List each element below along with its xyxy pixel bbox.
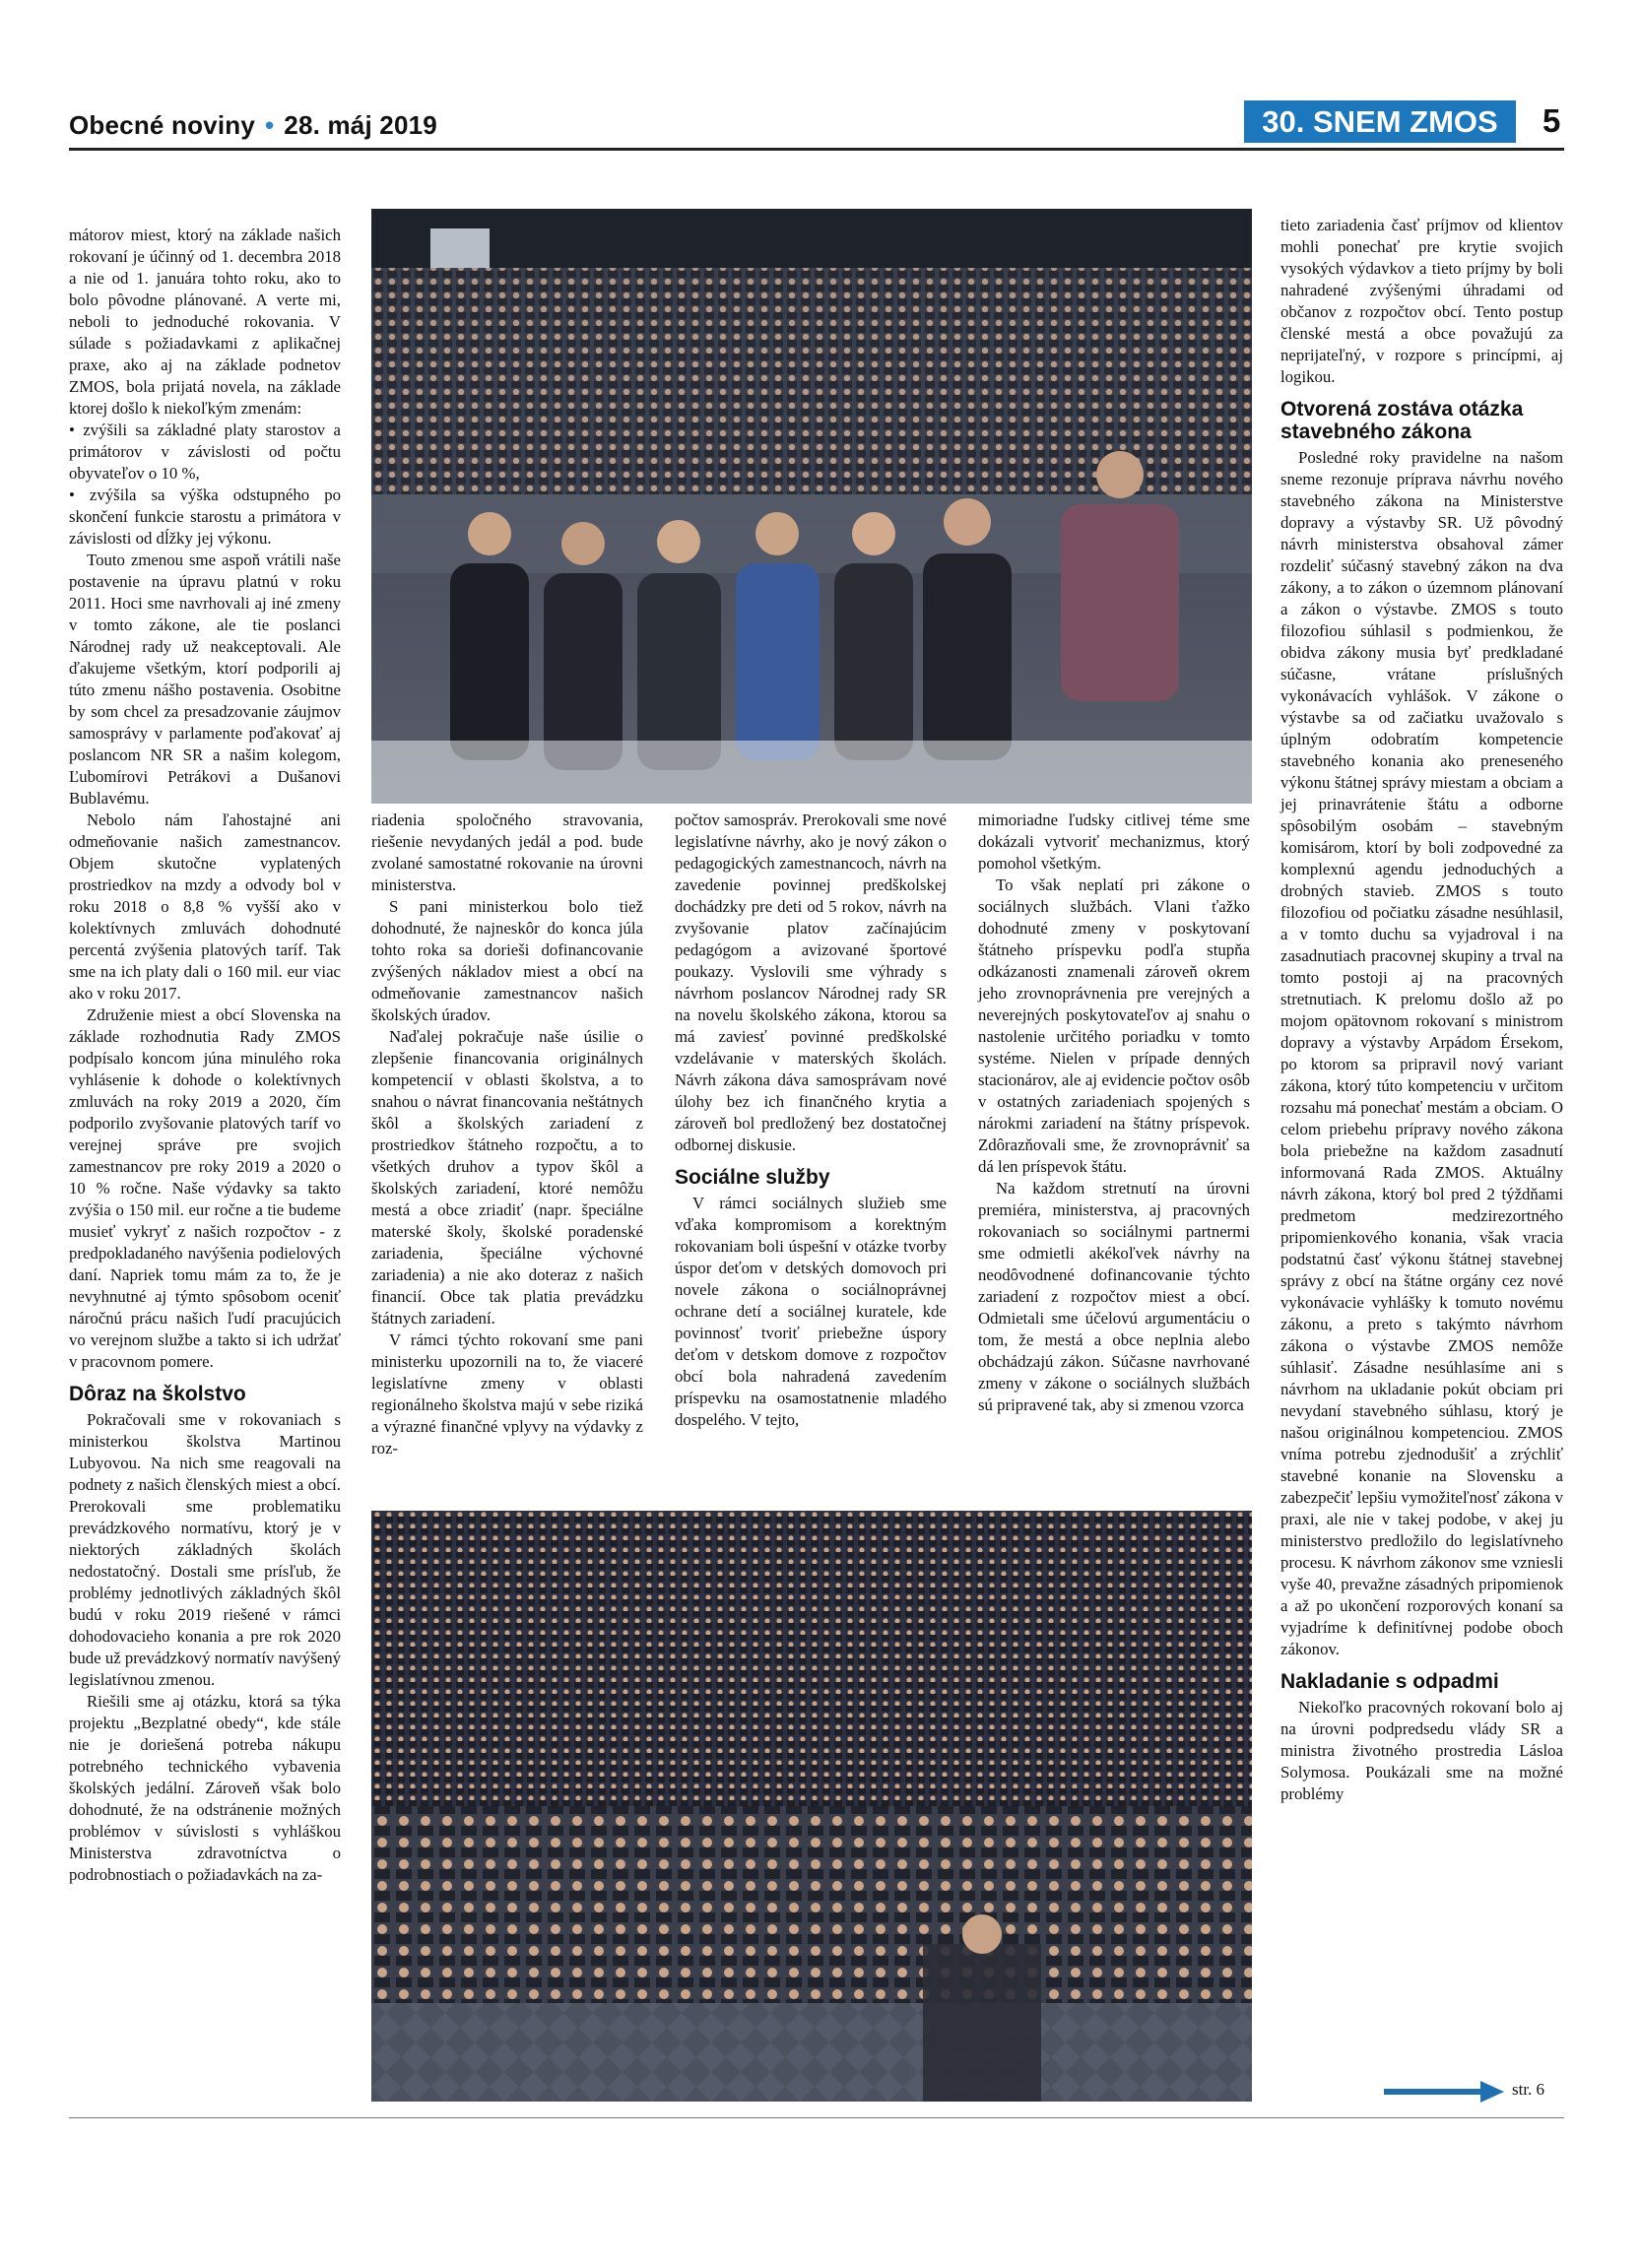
paragraph: Pokračovali sme v rokovaniach s ministerkou školstva Martinou Lubyovou. Na nich sme reagovali na podnety z našich členských miest a obcí. Prerokovali sme problematiku prevádzkového normatívu, ktorý je v niektorých základných školách nedostatočný. Dostali sme prísľub, že problémy jednotlivých základných škôl budú v roku 2019 riešené v rámci dohodovacieho konania a pre rok 2020 bude už prevádzkový normatív navýšený legislatívnou zmenou. [69,1410,341,1689]
header-rule [69,148,1564,151]
footer-rule [69,2117,1564,2118]
paragraph: Riešili sme aj otázku, ktorá sa týka projektu „Bezplatné obedy“, kde stále nie je doriešená potreba nákupu potrebného technického vybavenia školských jedální. Zároveň však bolo dohodnuté, že na odstránenie možných problémov v súvislosti s vyhláškou Ministerstva zdravotníctva o podrobnostiach o požiadavkách na za- [69,1692,341,1884]
continued-page-label: str. 6 [1512,2080,1545,2099]
subheading-building-law: Otvorená zostáva otázka stavebného zákona [1280,398,1524,443]
continued-link[interactable] [1384,2080,1545,2108]
column-4 [978,810,1250,1416]
masthead [69,110,437,141]
paragraph: Na každom stretnutí na úrovni premiéra, ministerstva, aj pracovných rokovaniach so sociálnymi partnermi sme odmietli akékoľvek návrhy na neodôvodnené dofinancovanie týchto zariadení z rozpočtov miest a obcí. Odmietali sme účelovú argumentáciu o tom, že mestá a obce neplnia alebo obchádzajú zákon. Súčasne navrhované zmeny v zákone o sociálnych službách sú pripravené tak, aby si zmenou vzorca [978,1179,1250,1414]
subheading-waste: Nakladanie s odpadmi [1280,1670,1499,1693]
column-5 [1280,215,1563,1805]
paragraph: Touto zmenou sme aspoň vrátili naše postavenie na úpravu platnú v roku 2011. Hoci sme navrhovali aj iné zmeny v tomto zákone, ale tie poslanci Národnej rady už neakceptovali. Ale ďakujeme všetkým, ktorí podporili aj túto zmenu nášho postavenia. Osobitne by som chcel za presadzovanie záujmov samosprávy v parlamente poďakovať aj poslancom NR SR a našim kolegom, Ľubomírovi Petrákovi a Dušanovi Bublavému. [69,551,341,808]
publication-name: Obecné noviny [69,110,255,140]
paragraph: Naďalej pokračuje naše úsilie o zlepšenie financovania originálnych kompetencií v oblasti školstva, a to snahou o návrat financovania neštátnych škôl a školských zariadení z prostriedkov štátneho rozpočtu, a to všetkých druhov a typov škôl a školských zariadení, ktoré nemôžu mestá a obce zriadiť (napr. špeciálne materské školy, školské poradenské zariadenia, špeciálne výchovné zariadenia) a nie ako doteraz z našich financií. Obce tak platia prevádzku štátnych zariadení. [371,1027,643,1328]
paragraph: V rámci týchto rokovaní sme pani ministerku upozornili na to, že viaceré legislatívne zmeny v oblasti regionálneho školstva majú v sebe riziká a výrazné finančné vplyvy na výdavky z roz- [371,1330,643,1458]
separator-dot: • [264,110,275,140]
paragraph: V rámci sociálnych služieb sme vďaka kompromisom a korektným rokovaniam boli úspešní v otázke tvorby úspor deťom v detských domovoch pri novele zákona o sociálnoprávnej ochrane detí a sociálnej kuratele, kde povinnosť tvoriť priebežne úspory deťom v detskom domove z rozpočtov obcí bola nahradená zavedením príspevku na osamostatnenie mladého dospelého. V tejto, [675,1194,947,1429]
bullet-item: • zvýšili sa základné platy starostov a primátorov v závislosti od počtu obyvateľov o 10 %, [69,421,341,483]
photo-congress-hall [371,1511,1252,2102]
paragraph: mátorov miest, ktorý na základe našich rokovaní je účinný od 1. decembra 2018 a nie od 1. januára tohto roku, ako to bolo pôvodne plánované. A verte mi, neboli to jednoduché rokovania. V súlade s požiadavkami z aplikačnej praxe, ako aj na základe podnetov ZMOS, bola prijatá novela, na základe ktorej došlo k niekoľkým zmenám: [69,226,341,418]
arrow-right-icon [1384,2080,1504,2104]
photo-audience-front-row [371,209,1252,804]
photo-image [371,1511,1252,2102]
paragraph: Posledné roky pravidelne na našom sneme rezonuje príprava návrhu nového stavebného zákona na Ministerstve dopravy a výstavby SR. Už pôvodný návrh ministerstva obsahoval zámer rozdeliť súčasný stavebný zákon na dva zákony, a to zákon o územnom plánovaní a zákon o výstavbe. ZMOS s touto filozofiou súhlasil s podmienkou, že obidva zákony musia byť predkladané súčasne, vrátane príslušných vykonávacích vyhlášok. V zákone o výstavbe sa od začiatku uvažovalo s úplným odobratím kompetencie stavebného konania ako preneseného výkonu štátnej správy miestam a obciam a jej prinavrátenie štátu a odborne spôsobilým osobám – stavebným komisárom, ktorí by boli zodpovedné za komplexnú agendu jednoduchých a drobných stavieb. ZMOS s touto filozofiou od počiatku zásadne nesúhlasil, a v tomto duchu sa vyjadroval i na zasadnutiach pracovnej skupiny a trval na tomto postoji aj na pracovných stretnutiach. K prelomu došlo až po mojom opätovnom rokovaní s ministrom dopravy a výstavby Arpádom Érsekom, po ktorom sa pripravil nový variant zákona, ktorý túto kompetenciu v určitom rozsahu má ponechať mestám a obciam. O celom priebehu prípravy nového zákona bola priebežne na každom zasadnutí informovaná Rada ZMOS. Aktuálny návrh zákona, ktorý bol pred 2 týždňami predmetom medzirezortného pripomienkového konania, však vracia podstatnú časť výkonu štátnej stavebnej správy z obcí na štátne orgány cez nové vykonávacie vyhlášky k tomuto novému zákonu, a preto s takýmto návrhom zákona o výstavbe ZMOS nemôže súhlasiť. Zásadne nesúhlasíme ani s návrhom na ukladanie pokút obciam pri nevydaní stavebného súhlasu, ktorý je našou originálnou kompetenciou. ZMOS vníma potrebu zjednodušiť a zrýchliť stavebné konanie na Slovensku a zabezpečiť lepšiu vymožiteľnosť zákona v praxi, ale nie v takej podobe, v akej ju ministerstvo predložilo do legislatívneho procesu. K návrhom zákonov sme vzniesli vyše 40, prevažne zásadných pripomienok a až po ukončení rozporových konaní sa vyjadríme k definitívnej podobe oboch zákonov. [1280,448,1563,1658]
paragraph: Nebolo nám ľahostajné ani odmeňovanie našich zamestnancov. Objem skutočne vyplatených prostriedkov na mzdy a odvody bol v roku 2018 o 8,8 % vyšší ako v kolektívnych zmluvách dohodnuté percentá zvýšenia platových taríf. Tak sme na ich platy dali o 160 mil. eur viac ako v roku 2017. [69,810,341,1003]
paragraph: Niekoľko pracovných rokovaní bolo aj na úrovni podpredsedu vlády SR a ministra životného prostredia Lásloa Solymosa. Poukázali sme na možné problémy [1280,1698,1563,1803]
column-2 [371,810,643,1459]
paragraph: tieto zariadenia časť príjmov od klientov mohli ponechať pre krytie svojich vysokých výdavkov a tieto príjmy by boli nahradené zvýšenými úhradami od občanov z rozpočtov obcí. Tento postup členské mestá a obce považujú za neprijateľný, v rozpore s princípmi, aj logikou. [1280,216,1563,386]
column-1 [69,225,341,1886]
paragraph: počtov samospráv. Prerokovali sme nové legislatívne návrhy, ako je nový zákon o pedagogických zamestnancoch, návrh na zavedenie povinnej predškolskej dochádzky pre deti od 5 rokov, návrh na zvyšovanie platov začínajúcim pedagógom a avizované športové poukazy. Vyslovili sme výhrady s návrhom poslancov Národnej rady SR na novelu školského zákona, ktorou sa má zaviesť povinné predškolské vzdelávanie v materských školách. Návrh zákona dáva samosprávam nové úlohy bez ich finančného krytia a zároveň bol predložený bez dostatočnej odbornej diskusie. [675,810,947,1154]
photo-image [371,209,1252,804]
paragraph: To však neplatí pri zákone o sociálnych službách. Vlani ťažko dohodnuté zmeny v poskytovaní štátneho príspevku podľa stupňa odkázanosti znamenali zároveň okrem jeho zrovnoprávnenia pre verejných a neverejných poskytovateľov aj snahu o nastolenie určitého poriadku v tomto systéme. Nielen v prípade denných stacionárov, ale aj evidencie počtov osôb v ostatných zariadeniach spojených s nárokmi zariadení na štátny príspevok. Zdôrazňovali sme, že zrovnoprávniť sa dá len príspevok štátu. [978,875,1250,1176]
column-3 [675,810,947,1431]
bullet-item: • zvýšila sa výška odstupného po skončení funkcie starostu a primátora v závislosti od dĺžky jej výkonu. [69,486,341,548]
subheading-social: Sociálne služby [675,1166,830,1189]
issue-date: 28. máj 2019 [284,110,437,140]
subheading-school: Dôraz na školstvo [69,1383,246,1405]
paragraph: Združenie miest a obcí Slovenska na základe rozhodnutia Rady ZMOS podpísalo koncom júna minulého roka vyhlásenie k dohode o kolektívnych zmluvách na roky 2019 a 2020, čím podporilo zvyšovanie platových taríf vo verejnej správe pre svojich zamestnancov pre roky 2019 a 2020 o 10 % ročne. Naše výdavky sa takto zvýšia o 150 mil. eur ročne a tie budeme musieť vykryť z našich rozpočtov - z predpokladaného navýšenia podielových daní. Napriek tomu mám za to, že je nevyhnutné aj týmto spôsobom oceniť náročnú prácu našich ľudí pracujúcich vo verejnom službe a takto si ich udržať v pracovnom pomere. [69,1005,341,1371]
paragraph: mimoriadne ľudsky citlivej téme sme dokázali vytvoriť mechanizmus, ktorý pomohol všetkým. [978,810,1250,873]
paragraph: S pani ministerkou bolo tiež dohodnuté, že najneskôr do konca júla tohto roka sa dorieši dofinancovanie zvýšených nákladov miest a obcí na odmeňovanie zamestnancov našich školských úradov. [371,897,643,1024]
section-banner: 30. SNEM ZMOS [1244,100,1516,143]
page-number: 5 [1542,102,1561,139]
paragraph: riadenia spoločného stravovania, riešenie nevydaných jedál a pod. bude zvolané samostatné rokovanie na úrovni ministerstva. [371,810,643,894]
